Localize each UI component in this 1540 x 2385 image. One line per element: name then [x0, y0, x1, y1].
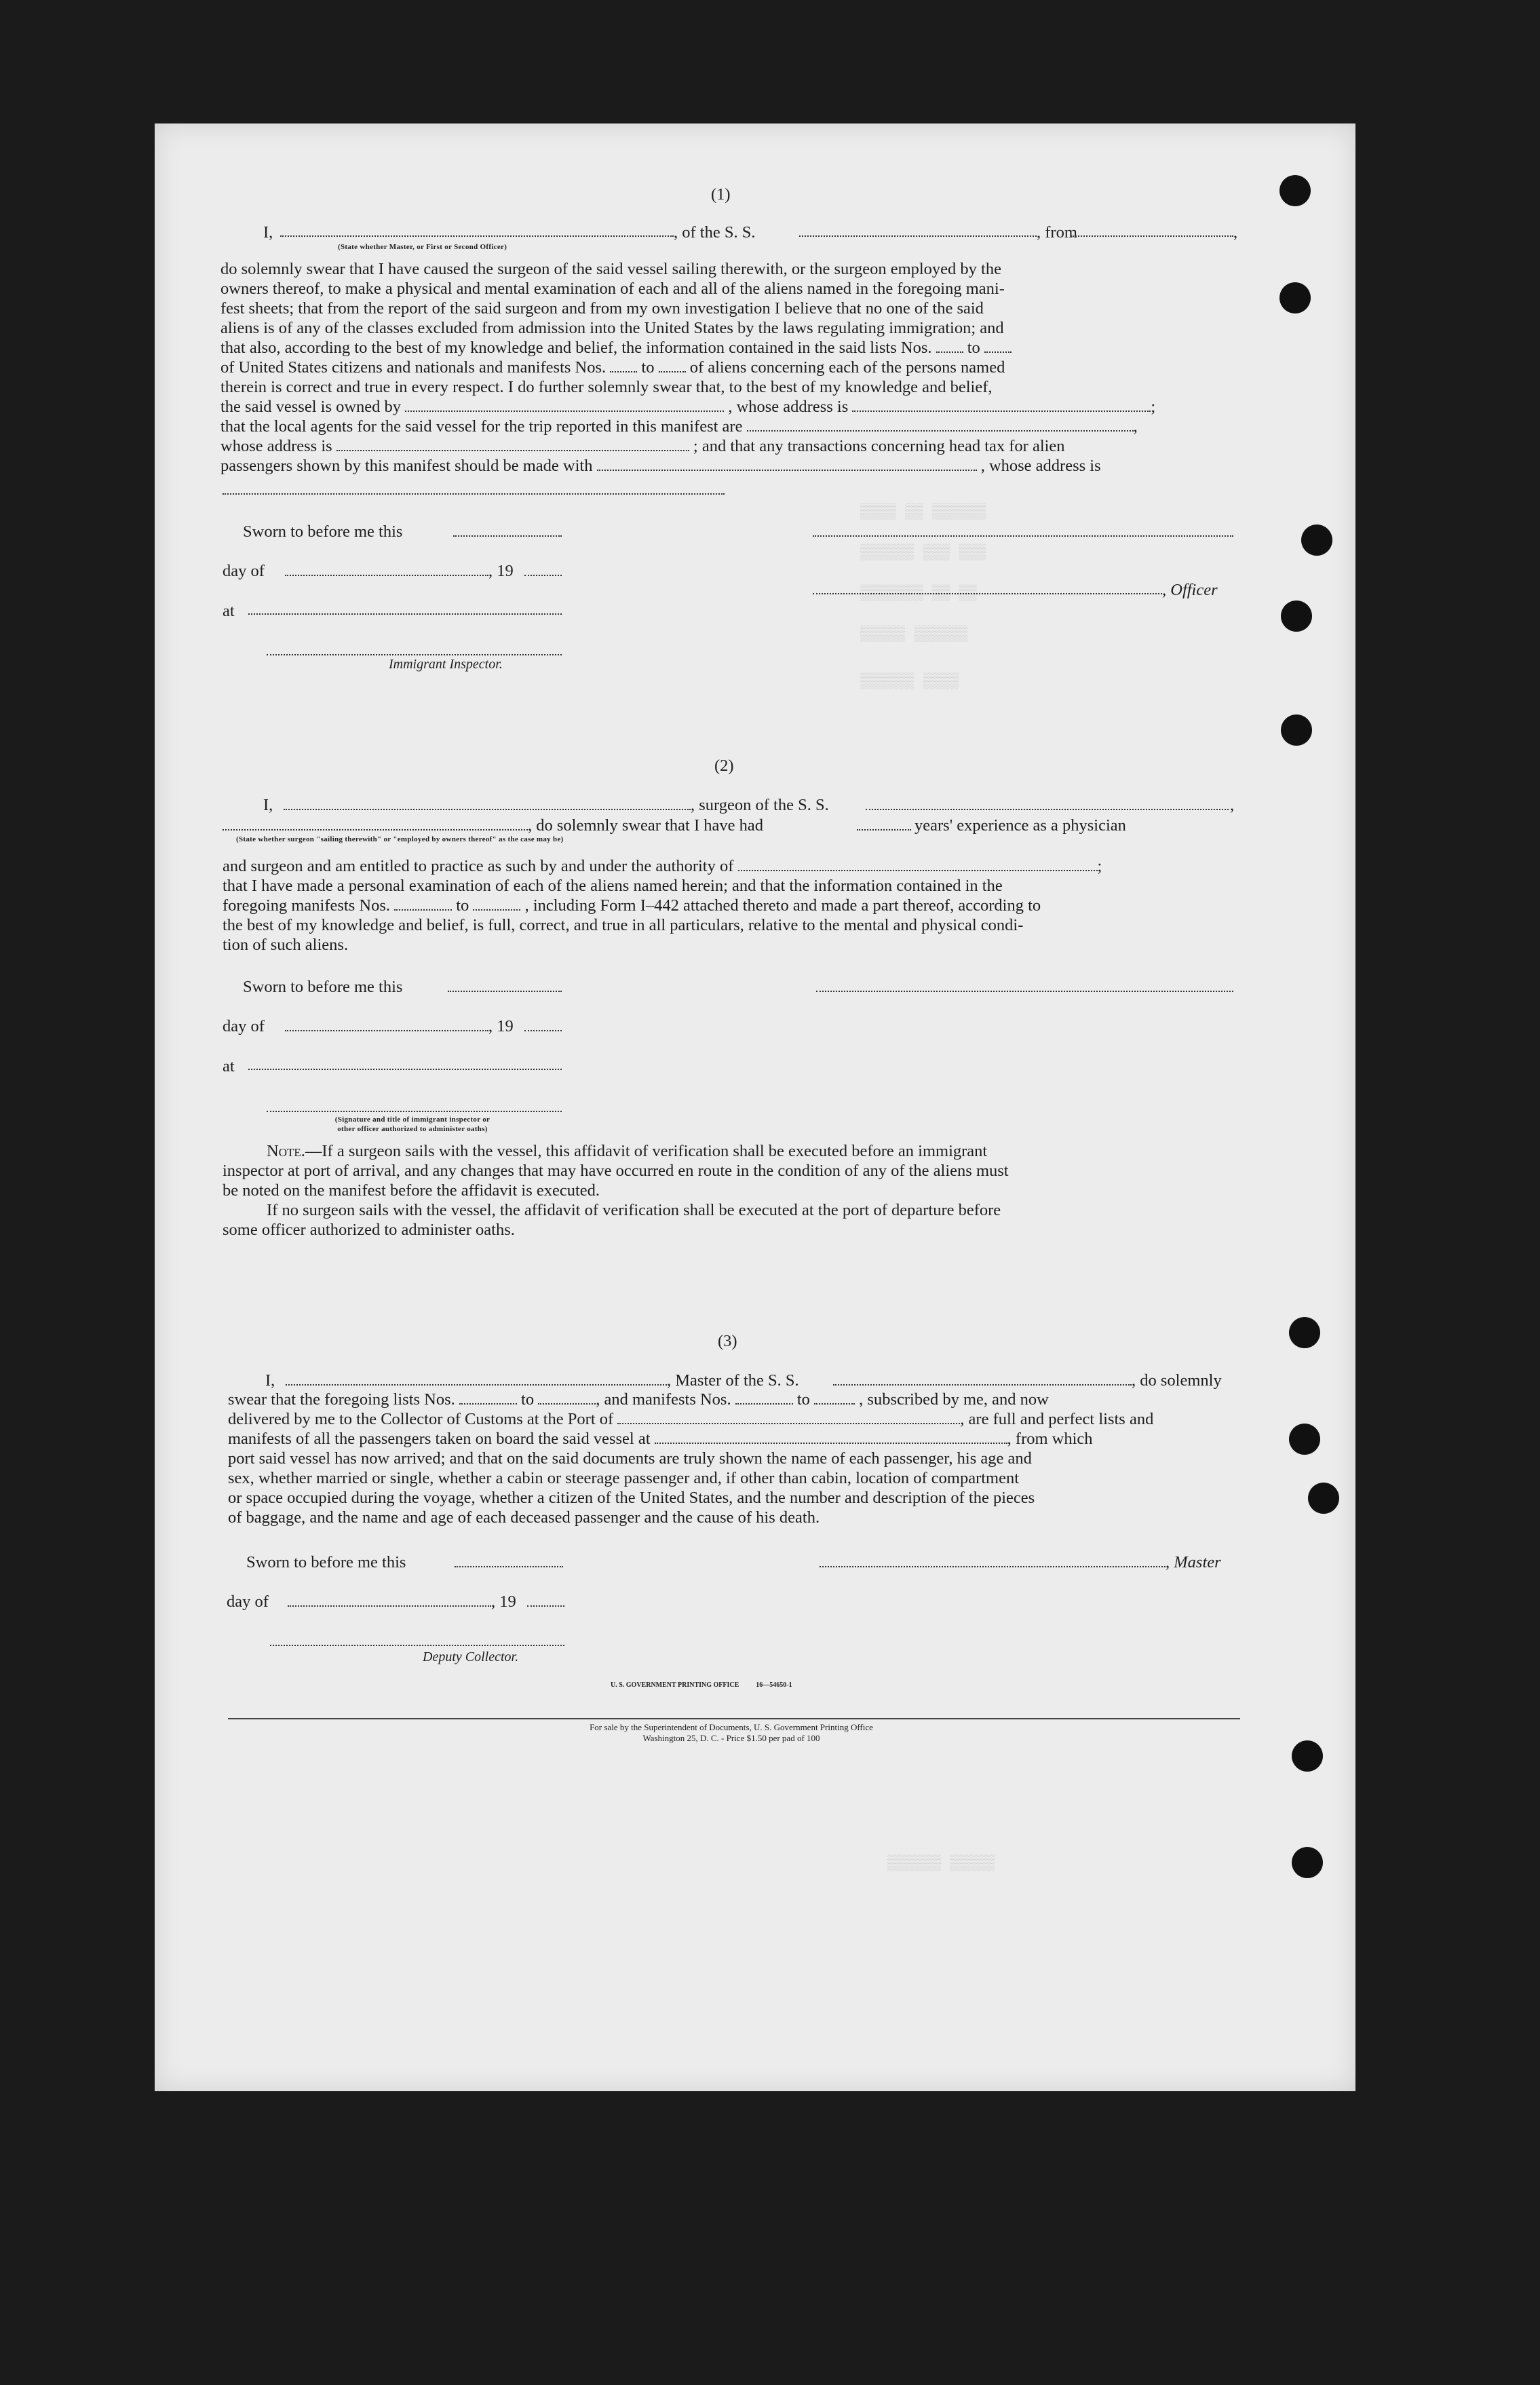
head-tax-agent-field[interactable]: [597, 457, 977, 471]
sworn-day-field-3[interactable]: [455, 1566, 563, 1567]
master-lists-to-field[interactable]: [538, 1391, 596, 1405]
section-2-oath-text: [223, 856, 1233, 955]
master-name-field[interactable]: [286, 1384, 667, 1386]
punch-hole: [1281, 600, 1312, 632]
of-the-ss-label: , of the S. S.: [674, 223, 756, 242]
year-label-1: , 19: [488, 562, 514, 580]
section-1-number: (1): [711, 185, 731, 204]
departure-port-field[interactable]: [655, 1430, 1007, 1444]
manifests-to-field[interactable]: [659, 359, 686, 373]
form-page: [155, 123, 1355, 2091]
section-2-number: (2): [714, 757, 734, 775]
bleed-through-text: ▒▒▒▒▒ ▒▒▒▒▒▒: [860, 626, 968, 643]
surgeon-of-label: , surgeon of the S. S.: [691, 796, 829, 814]
note-line: If no surgeon sails with the vessel, the affidavit of verification shall be executed at the port of departure before: [267, 1201, 1001, 1219]
master-manifests-to-field[interactable]: [814, 1391, 855, 1405]
section-3-oath-text: [228, 1390, 1239, 1527]
day-of-label-2: day of: [223, 1017, 265, 1035]
oath-line: owners thereof, to make a physical and mental examination of each and all of the aliens named in the foregoing mani-: [220, 280, 1005, 298]
master-lists-from-field[interactable]: [459, 1391, 517, 1405]
collector-signature-line[interactable]: [270, 1645, 564, 1646]
punch-hole: [1279, 282, 1311, 313]
oath-line: the said vessel is owned by , whose address is ;: [220, 398, 1156, 416]
years-experience-label: years' experience as a physician: [915, 816, 1126, 835]
note-text: [223, 1141, 1237, 1240]
punch-hole: [1301, 524, 1332, 556]
section-1-i: I,: [263, 223, 273, 242]
section-2-i: I,: [263, 796, 273, 814]
rank-caption: (State whether Master, or First or Second Officer): [338, 243, 507, 251]
oath-line: swear that the foregoing lists Nos. to , and manifests Nos. to , subscribed by me, and now: [228, 1390, 1049, 1409]
punch-hole: [1281, 714, 1312, 746]
master-label: , Master: [1166, 1553, 1221, 1571]
sworn-label-3: Sworn to before me this: [246, 1553, 406, 1571]
month-field-3[interactable]: [288, 1605, 491, 1607]
master-of-label: , Master of the S. S.: [667, 1371, 799, 1390]
surgeon-manifests-from-field[interactable]: [394, 897, 452, 911]
surgeon-vessel-field[interactable]: [866, 809, 1229, 810]
port-field[interactable]: [617, 1411, 960, 1424]
section-1-oath-text: [220, 259, 1235, 476]
at-label-2: at: [223, 1057, 235, 1075]
note-line: be noted on the manifest before the affidavit is executed.: [223, 1181, 600, 1200]
oath-line: tion of such aliens.: [223, 936, 349, 954]
punch-hole: [1279, 175, 1311, 206]
oath-line: or space occupied during the voyage, whether a citizen of the United States, and the number and description of the pieces: [228, 1489, 1035, 1507]
surgeon-name-field[interactable]: [284, 809, 691, 810]
punch-hole: [1289, 1317, 1320, 1348]
master-signature-line[interactable]: [820, 1566, 1166, 1567]
oath-line: port said vessel has now arrived; and that on the said documents are truly shown the name of each passenger, his age and: [228, 1449, 1032, 1468]
oath-line: and surgeon and am entitled to practice as such by and under the authority of ;: [223, 857, 1102, 875]
oath-line: manifests of all the passengers taken on board the said vessel at , from which: [228, 1430, 1093, 1448]
at-label-1: at: [223, 602, 235, 620]
sworn-day-field-1[interactable]: [453, 535, 562, 537]
sworn-day-field-2[interactable]: [448, 991, 562, 992]
from-label: , from: [1037, 223, 1077, 242]
oath-line: delivered by me to the Collector of Customs at the Port of , are full and perfect lists and: [228, 1410, 1154, 1428]
month-field-1[interactable]: [285, 575, 488, 576]
section-3-i: I,: [265, 1371, 275, 1390]
surgeon-status-caption: (State whether surgeon "sailing therewith" or "employed by owners thereof" as the case may be): [236, 835, 564, 843]
vessel-name-field[interactable]: [799, 235, 1037, 237]
oath-line: that I have made a personal examination of each of the aliens named herein; and that the information contained in the: [223, 877, 1003, 895]
oath-line: of baggage, and the name and age of each deceased passenger and the cause of his death.: [228, 1508, 820, 1527]
owner-address-field[interactable]: [852, 398, 1151, 412]
year-field-3[interactable]: [527, 1605, 564, 1607]
master-vessel-field[interactable]: [833, 1384, 1132, 1386]
surgeon-signature-line[interactable]: [816, 991, 1233, 992]
line-comma: ,: [1233, 223, 1238, 242]
day-of-label-3: day of: [227, 1592, 269, 1611]
line-comma: ,: [1230, 796, 1235, 814]
year-field-2[interactable]: [524, 1030, 562, 1031]
place-field-1[interactable]: [248, 613, 562, 615]
master-manifests-from-field[interactable]: [735, 1391, 793, 1405]
year-label-2: , 19: [488, 1017, 514, 1035]
sworn-label-2: Sworn to before me this: [243, 978, 403, 996]
sale-notice-line-2: Washington 25, D. C. - Price $1.50 per pad of 100: [642, 1733, 820, 1743]
section-3-number: (3): [718, 1332, 737, 1350]
oath-line: passengers shown by this manifest should be made with , whose address is: [220, 457, 1101, 475]
bleed-through-text: ▒▒▒▒▒▒ ▒▒▒▒▒: [887, 1855, 995, 1872]
month-field-2[interactable]: [285, 1030, 488, 1031]
oath-line: foregoing manifests Nos. to , including Form I–442 attached thereto and made a part thereof, according to: [223, 896, 1041, 915]
footer-rule: [228, 1718, 1240, 1719]
day-of-label-1: day of: [223, 562, 265, 580]
lists-to-field[interactable]: [984, 339, 1012, 353]
signature-caption-1: (Signature and title of immigrant inspector or: [334, 1115, 490, 1124]
sale-notice-line-1: For sale by the Superintendent of Documents, U. S. Government Printing Office: [590, 1722, 873, 1732]
punch-hole: [1292, 1847, 1323, 1878]
rank-field[interactable]: [280, 235, 674, 237]
officer-signature-line[interactable]: [813, 535, 1233, 537]
oath-line: do solemnly swear that I have caused the surgeon of the said vessel sailing therewith, or the surgeon employed by the: [220, 260, 1001, 278]
years-field[interactable]: [857, 829, 911, 831]
from-port-field[interactable]: [1071, 235, 1233, 237]
local-agents-field[interactable]: [747, 418, 1134, 432]
deputy-collector-label: Deputy Collector.: [423, 1649, 519, 1664]
lists-from-field[interactable]: [936, 339, 963, 353]
surgeon-status-field[interactable]: [223, 829, 528, 831]
oath-line: sex, whether married or single, whether a cabin or steerage passenger and, if other than cabin, location of compartment: [228, 1469, 1020, 1487]
inspector-signature-line[interactable]: [267, 654, 562, 655]
oath-line: of United States citizens and nationals and manifests Nos. to of aliens concerning each of the persons named: [220, 358, 1005, 377]
owner-field[interactable]: [405, 398, 724, 412]
note-label: Note.: [267, 1142, 305, 1160]
manifests-from-field[interactable]: [610, 359, 637, 373]
inspector-signature-line-2[interactable]: [267, 1111, 562, 1112]
signature-caption-2: other officer authorized to administer oaths): [337, 1125, 488, 1133]
punch-hole: [1289, 1424, 1320, 1455]
note-line: Note.—If a surgeon sails with the vessel, this affidavit of verification shall be executed before an immigrant: [267, 1142, 988, 1160]
place-field-2[interactable]: [248, 1069, 562, 1070]
swear-label: , do solemnly swear that I have had: [528, 816, 763, 835]
oath-line: whose address is ; and that any transactions concerning head tax for alien: [220, 437, 1065, 455]
bleed-through-text: ▒▒▒▒ ▒▒ ▒▒▒▒▒▒: [860, 503, 986, 520]
oath-line: therein is correct and true in every respect. I do further solemnly swear that, to the best of my knowledge and belief,: [220, 378, 993, 396]
officer-label: , Officer: [1162, 581, 1218, 599]
punch-hole: [1292, 1740, 1323, 1772]
printing-office-imprint: U. S. GOVERNMENT PRINTING OFFICE 16—54650-1: [611, 1681, 792, 1689]
authority-field[interactable]: [738, 858, 1098, 871]
bleed-through-text: ▒▒▒▒▒▒ ▒▒▒▒: [860, 673, 959, 690]
surgeon-manifests-to-field[interactable]: [473, 897, 520, 911]
note-line: inspector at port of arrival, and any changes that may have occurred en route in the condition of any of the aliens must: [223, 1162, 1009, 1180]
bleed-through-text: ▒▒▒▒▒▒▒ ▒▒ ▒▒: [860, 585, 977, 602]
oath-line: that also, according to the best of my knowledge and belief, the information contained in the said lists Nos. to: [220, 338, 1235, 358]
year-label-3: , 19: [491, 1592, 516, 1611]
oath-line: that the local agents for the said vessel for the trip reported in this manifest are ,: [220, 417, 1138, 436]
year-field-1[interactable]: [524, 575, 562, 576]
oath-line: the best of my knowledge and belief, is full, correct, and true in all particulars, relative to the mental and physical condi-: [223, 916, 1024, 934]
do-solemnly-label: , do solemnly: [1132, 1371, 1222, 1390]
sworn-label-1: Sworn to before me this: [243, 522, 403, 541]
immigrant-inspector-label: Immigrant Inspector.: [389, 657, 503, 672]
bleed-through-text: ▒▒▒▒▒▒ ▒▒▒ ▒▒▒: [860, 544, 986, 561]
head-tax-address-field[interactable]: [223, 493, 725, 495]
oath-line: aliens is of any of the classes excluded from admission into the United States by the laws regulating immigration; and: [220, 319, 1004, 337]
note-line: some officer authorized to administer oaths.: [223, 1221, 515, 1239]
punch-hole: [1308, 1483, 1339, 1514]
oath-line: fest sheets; that from the report of the said surgeon and from my own investigation I believe that no one of the said: [220, 299, 984, 318]
agents-address-field[interactable]: [336, 438, 689, 451]
